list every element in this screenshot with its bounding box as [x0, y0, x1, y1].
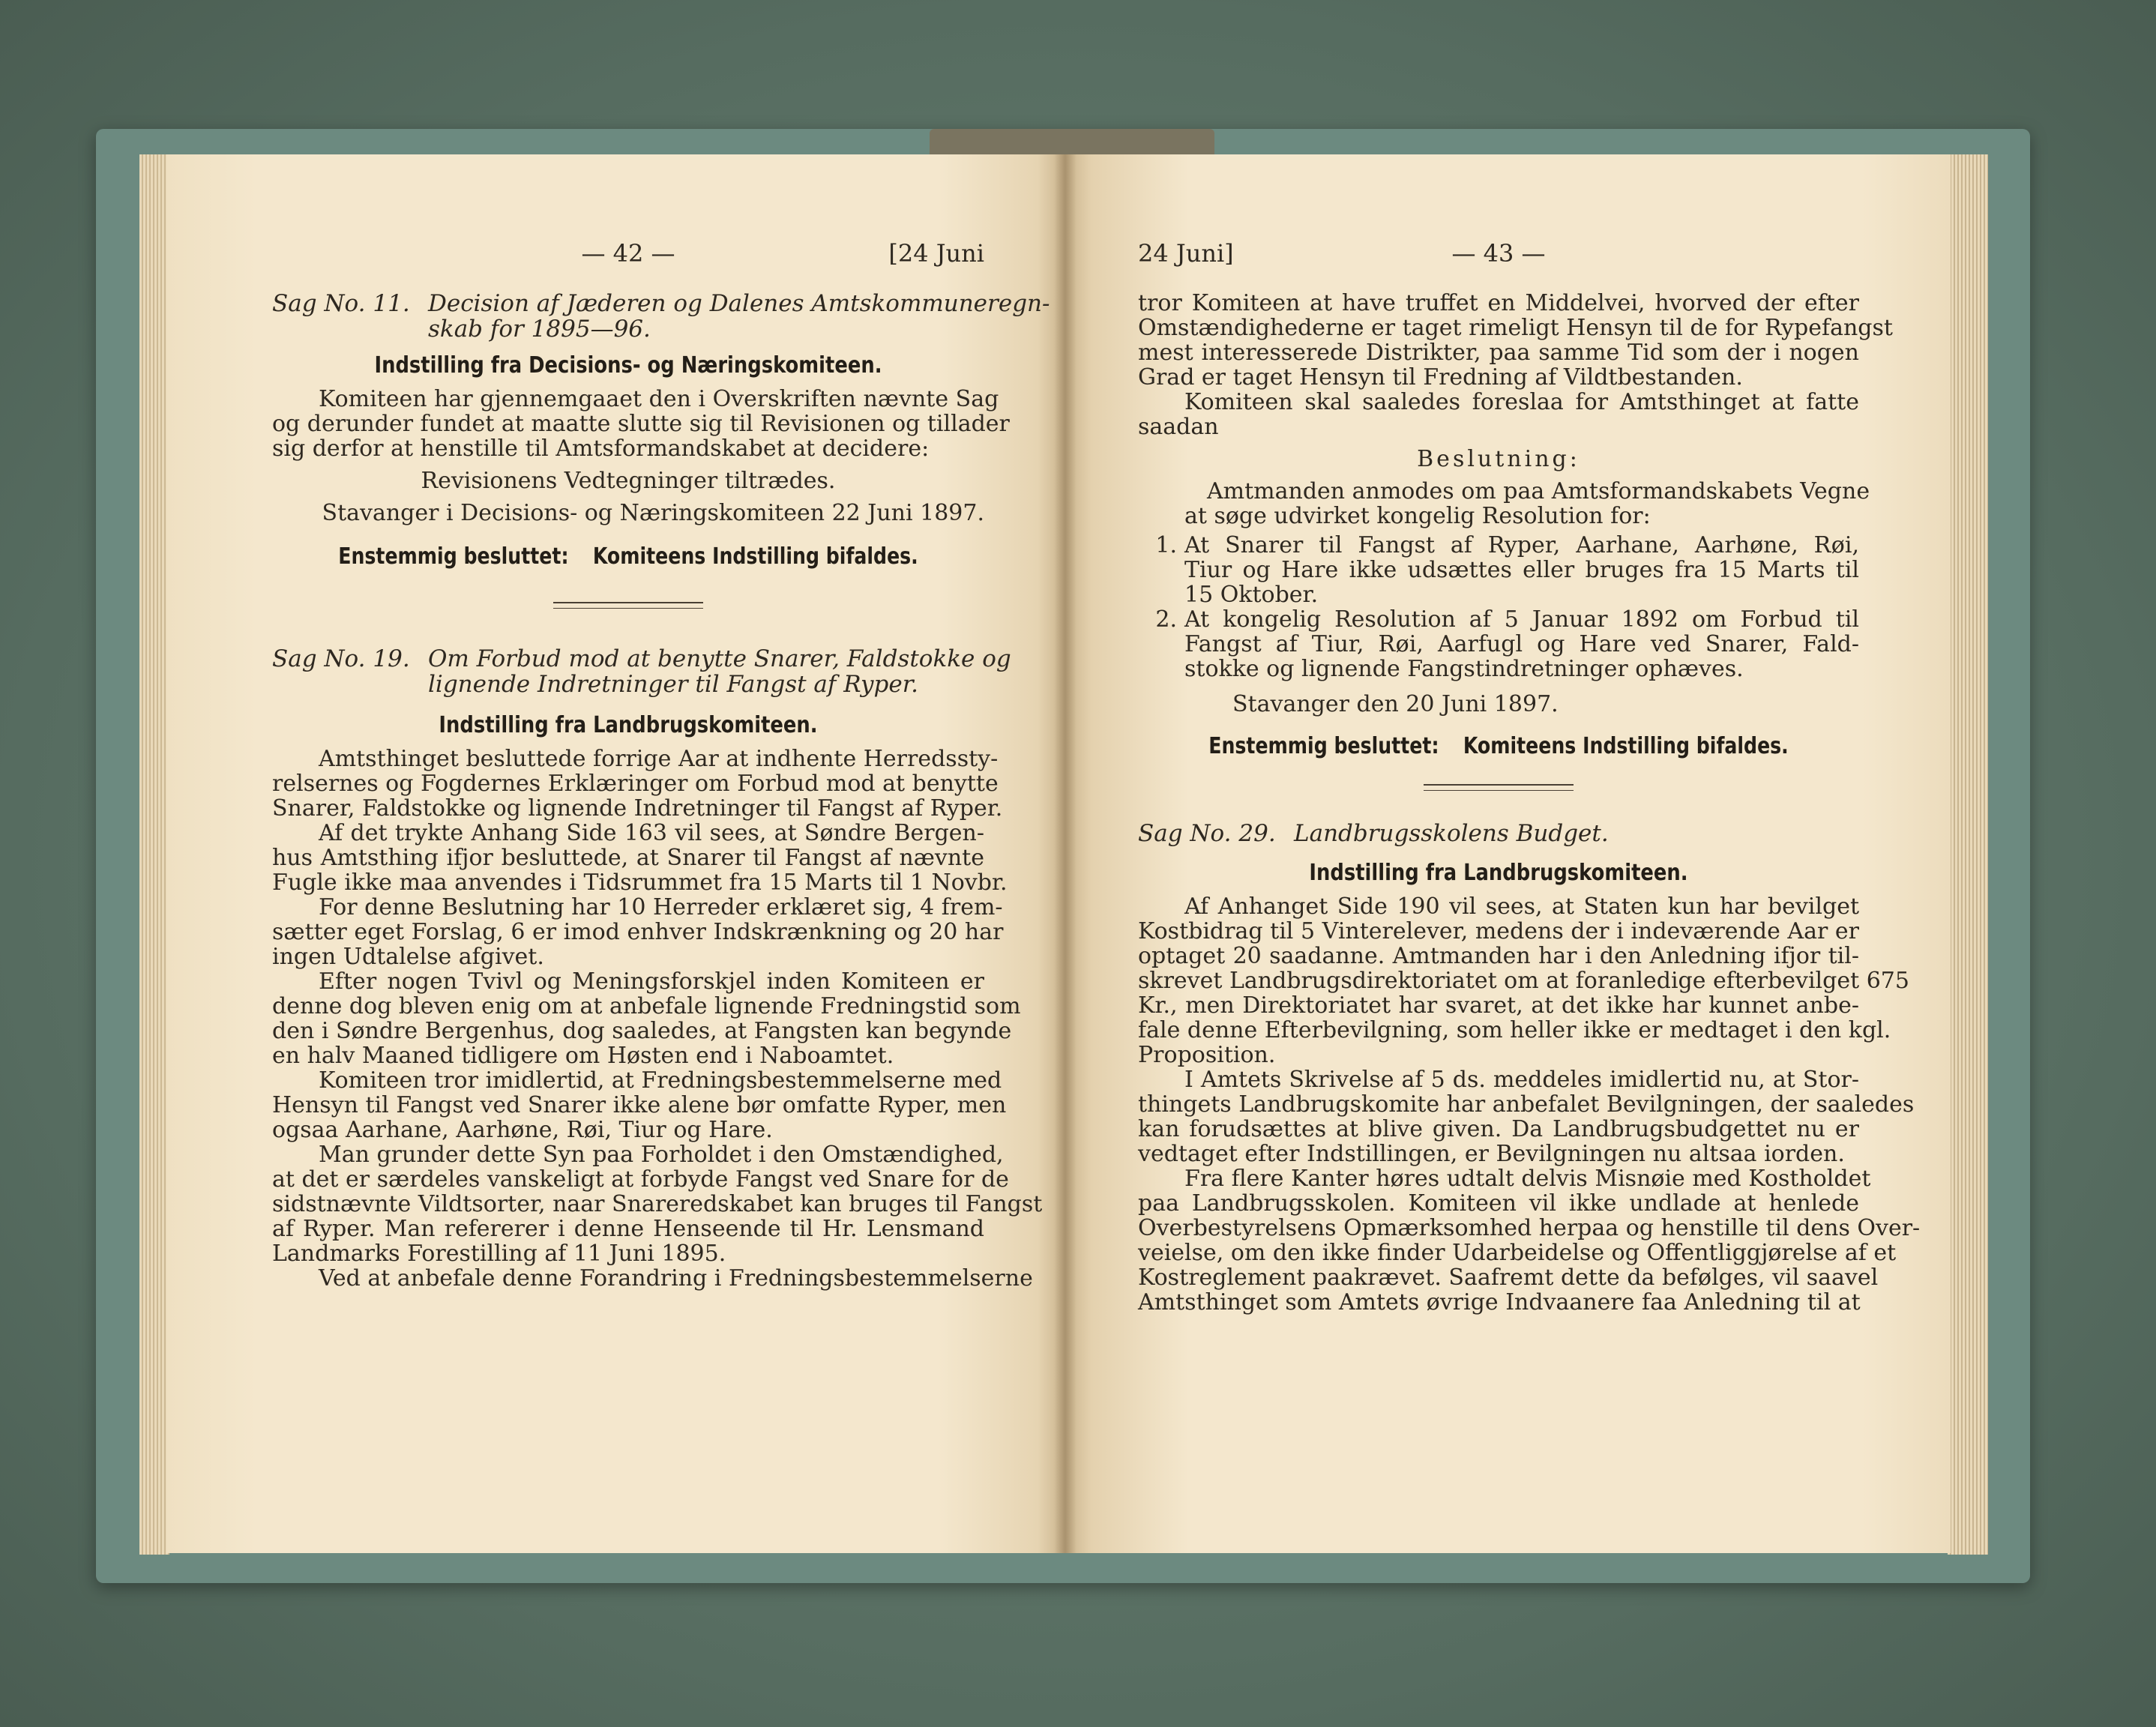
text-line: tror Komiteen at have truffet en Middelvei, hvorved der efter — [1138, 290, 1859, 316]
text-line: Amtmanden anmodes om paa Amtsformandskabets Vegne — [1207, 478, 1870, 504]
sag-title-line: lignende Indretninger til Fangst af Ryper. — [428, 671, 919, 698]
sag-title-line: Decision af Jæderen og Dalenes Amtskommuneregn- — [428, 290, 1050, 317]
decision-label: Enstemmig besluttet: — [338, 543, 569, 570]
text-line: Man grunder dette Syn paa Forholdet i den Omstændighed, — [319, 1142, 1004, 1168]
sag-title-line: Om Forbud mod at benytte Snarer, Faldstokke og — [428, 645, 1011, 672]
text-line: Ved at anbefale denne Forandring i Fredningsbestemmelserne — [319, 1265, 1033, 1292]
text-line: ogsaa Aarhane, Aarhøne, Røi, Tiur og Hare. — [272, 1117, 773, 1143]
resolution-item-line — [1138, 582, 1859, 607]
signoff: Stavanger den 20 Juni 1897. — [1232, 691, 1559, 717]
text-line: fale denne Efterbevilgning, som heller ikke er medtaget i den kgl. — [1138, 1017, 1891, 1043]
item-text: stokke og lignende Fangstindretninger ophæves. — [1184, 656, 1744, 682]
section-divider — [553, 602, 703, 609]
text-line: Fugle ikke maa anvendes i Tidsrummet fra 15 Marts til 1 Novbr. — [272, 869, 1008, 896]
text-line: kan forudsættes at blive given. Da Landbrugsbudgettet nu er — [1138, 1116, 1859, 1142]
page-edges-left — [139, 154, 169, 1555]
resolution-item-line — [1138, 533, 1859, 558]
decision — [329, 542, 927, 572]
text-line: Af det trykte Anhang Side 163 vil sees, at Søndre Bergen- — [319, 820, 984, 846]
text-line: Komiteen skal saaledes foreslaa for Amtsthinget at fatte — [1184, 389, 1859, 415]
resolution-items — [1138, 533, 1859, 681]
resolution-item-line — [1138, 657, 1859, 681]
text-line: relsernes og Fogdernes Erklæringer om Forbud mod at benytte — [272, 771, 999, 797]
text-line: ingen Udtalelse afgivet. — [272, 944, 544, 970]
left-page-text — [272, 238, 1050, 1292]
running-date: 24 Juni] — [1138, 239, 1234, 268]
text-line: saadan — [1138, 414, 1219, 440]
text-line: Landmarks Forestilling af 11 Juni 1895. — [272, 1241, 726, 1267]
sag-19-title — [272, 645, 1011, 698]
text-line: I Amtets Skrivelse af 5 ds. meddeles imidlertid nu, at Stor- — [1184, 1067, 1859, 1093]
signoff: Stavanger i Decisions- og Næringskomiteen 22 Juni 1897. — [322, 500, 984, 526]
text-line: Snarer, Faldstokke og lignende Indretninger til Fangst af Ryper. — [272, 795, 1003, 822]
text-line: en halv Maaned tidligere om Høsten end i Naboamtet. — [272, 1043, 894, 1069]
text-line: denne dog bleven enig om at anbefale lignende Fredningstid som — [272, 993, 1021, 1019]
text-line: af Ryper. Man refererer i denne Henseende til Hr. Lensmand — [272, 1216, 984, 1242]
text-line: sig derfor at henstille til Amtsformandskabet at decidere: — [272, 435, 930, 462]
text-line: mest interesserede Distrikter, paa samme Tid som der i nogen — [1138, 340, 1859, 366]
right-page-header — [1138, 238, 1859, 268]
text-line: skrevet Landbrugsdirektoriatet om at foranledige efterbevilget 675 — [1138, 968, 1909, 994]
sag-29-title — [1138, 821, 1859, 846]
resolution-title: Beslutning: — [1417, 446, 1580, 472]
text-line: Omstændighederne er taget rimeligt Hensyn til de for Rypefangst — [1138, 315, 1893, 341]
text-line: Af Anhanget Side 190 vil sees, at Staten kun har bevilget — [1184, 893, 1859, 920]
item-text: Fangst af Tiur, Røi, Aarfugl og Hare ved Snarer, Fald- — [1184, 631, 1859, 657]
text-line: og derunder fundet at maatte slutte sig til Revisionen og tillader — [272, 411, 1010, 437]
sag-11-title — [272, 290, 1050, 343]
decision — [1196, 732, 1801, 762]
resolution-item-line — [1138, 558, 1859, 582]
decision-text: Komiteens Indstilling bifaldes. — [592, 543, 918, 570]
item-number: 2. — [1155, 606, 1177, 633]
sag-title-line: Landbrugsskolens Budget. — [1294, 820, 1609, 847]
left-page-header — [272, 238, 984, 268]
section-heading: Indstilling fra Decisions- og Næringskomiteen. — [374, 352, 882, 379]
decision-label: Enstemmig besluttet: — [1208, 733, 1439, 759]
section-heading: Indstilling fra Landbrugskomiteen. — [439, 712, 818, 738]
text-line: sætter eget Forslag, 6 er imod enhver Indskrænkning og 20 har — [272, 919, 1004, 945]
sag-title-line: skab for 1895—96. — [428, 316, 651, 343]
right-body-text — [1138, 893, 1921, 1315]
continued-text — [1138, 290, 1893, 440]
item-number: 1. — [1155, 532, 1177, 558]
text-line: Fra flere Kanter høres udtalt delvis Misnøie med Kostholdet — [1184, 1166, 1871, 1192]
sag-label: Sag No. 11. — [272, 290, 410, 317]
item-text: At Snarer til Fangst af Ryper, Aarhane, Aarhøne, Røi, — [1184, 532, 1859, 558]
text-line: For denne Beslutning har 10 Herreder erklæret sig, 4 frem- — [319, 894, 1003, 920]
text-line: Kostreglement paakrævet. Saafremt dette da befølges, vil saavel — [1138, 1265, 1879, 1291]
section-heading: Indstilling fra Landbrugskomiteen. — [1309, 860, 1688, 886]
text-line: optaget 20 saadanne. Amtmanden har i den Anledning ifjor til- — [1138, 943, 1859, 969]
text-line: at det er særdeles vanskeligt at forbyde Fangst ved Snare for de — [272, 1166, 1009, 1193]
decision-text: Komiteens Indstilling bifaldes. — [1463, 733, 1789, 759]
book-gutter — [1054, 154, 1077, 1553]
section-divider — [1424, 784, 1574, 791]
sag-label: Sag No. 19. — [272, 645, 410, 672]
text-line: Amtsthinget som Amtets øvrige Indvaanere faa Anledning til at — [1138, 1289, 1861, 1315]
text-line: Efter nogen Tvivl og Meningsforskjel inden Komiteen er — [319, 968, 984, 995]
text-line: vedtaget efter Indstillingen, er Bevilgningen nu altsaa iorden. — [1138, 1141, 1845, 1167]
text-line: hus Amtsthing ifjor besluttede, at Snarer til Fangst af nævnte — [272, 845, 984, 871]
item-text: 15 Oktober. — [1184, 582, 1319, 608]
text-line: Revisionens Vedtegninger tiltrædes. — [421, 468, 836, 494]
left-body-text — [272, 746, 1043, 1292]
text-line: Overbestyrelsens Opmærksomhed herpaa og henstille til dens Over- — [1138, 1215, 1921, 1241]
text-line: veielse, om den ikke finder Udarbeidelse og Offentliggjørelse af et — [1138, 1240, 1897, 1266]
page-number: — 42 — — [581, 239, 675, 268]
item-text: At kongelig Resolution af 5 Januar 1892 om Forbud til — [1184, 606, 1859, 633]
resolution-item-line — [1138, 607, 1859, 632]
text-line: den i Søndre Bergenhus, dog saaledes, at Fangsten kan begynde — [272, 1018, 1012, 1044]
text-line: Proposition. — [1138, 1042, 1276, 1068]
page-edges-right — [1948, 154, 1988, 1555]
text-line: at søge udvirket kongelig Resolution for: — [1184, 503, 1651, 529]
text-line: Grad er taget Hensyn til Fredning af Vildtbestanden. — [1138, 364, 1743, 391]
text-line: thingets Landbrugskomite har anbefalet Bevilgningen, der saaledes — [1138, 1091, 1915, 1118]
right-page-text — [1138, 238, 1921, 1315]
text-line: paa Landbrugsskolen. Komiteen vil ikke undlade at henlede — [1138, 1190, 1859, 1217]
text-line: Amtsthinget besluttede forrige Aar at indhente Herredssty- — [319, 746, 999, 772]
text-line: sidstnævnte Vildtsorter, naar Snareredskabet kan bruges til Fangst — [272, 1191, 1043, 1217]
running-date: [24 Juni — [888, 239, 984, 268]
text-line: Kr., men Direktoriatet har svaret, at det ikke har kunnet anbe- — [1138, 992, 1859, 1019]
page-number: — 43 — — [1451, 239, 1546, 268]
sag-label: Sag No. 29. — [1138, 820, 1276, 847]
resolution-item-line — [1138, 632, 1859, 657]
item-text: Tiur og Hare ikke udsættes eller bruges fra 15 Marts til — [1184, 557, 1859, 583]
text-line: Kostbidrag til 5 Vinterelever, medens der i indeværende Aar er — [1138, 918, 1859, 944]
text-line: Komiteen tror imidlertid, at Fredningsbestemmelserne med — [319, 1067, 1002, 1094]
text-line: Komiteen har gjennemgaaet den i Overskriften nævnte Sag — [319, 386, 999, 412]
text-line: Hensyn til Fangst ved Snarer ikke alene bør omfatte Ryper, men — [272, 1092, 1007, 1118]
